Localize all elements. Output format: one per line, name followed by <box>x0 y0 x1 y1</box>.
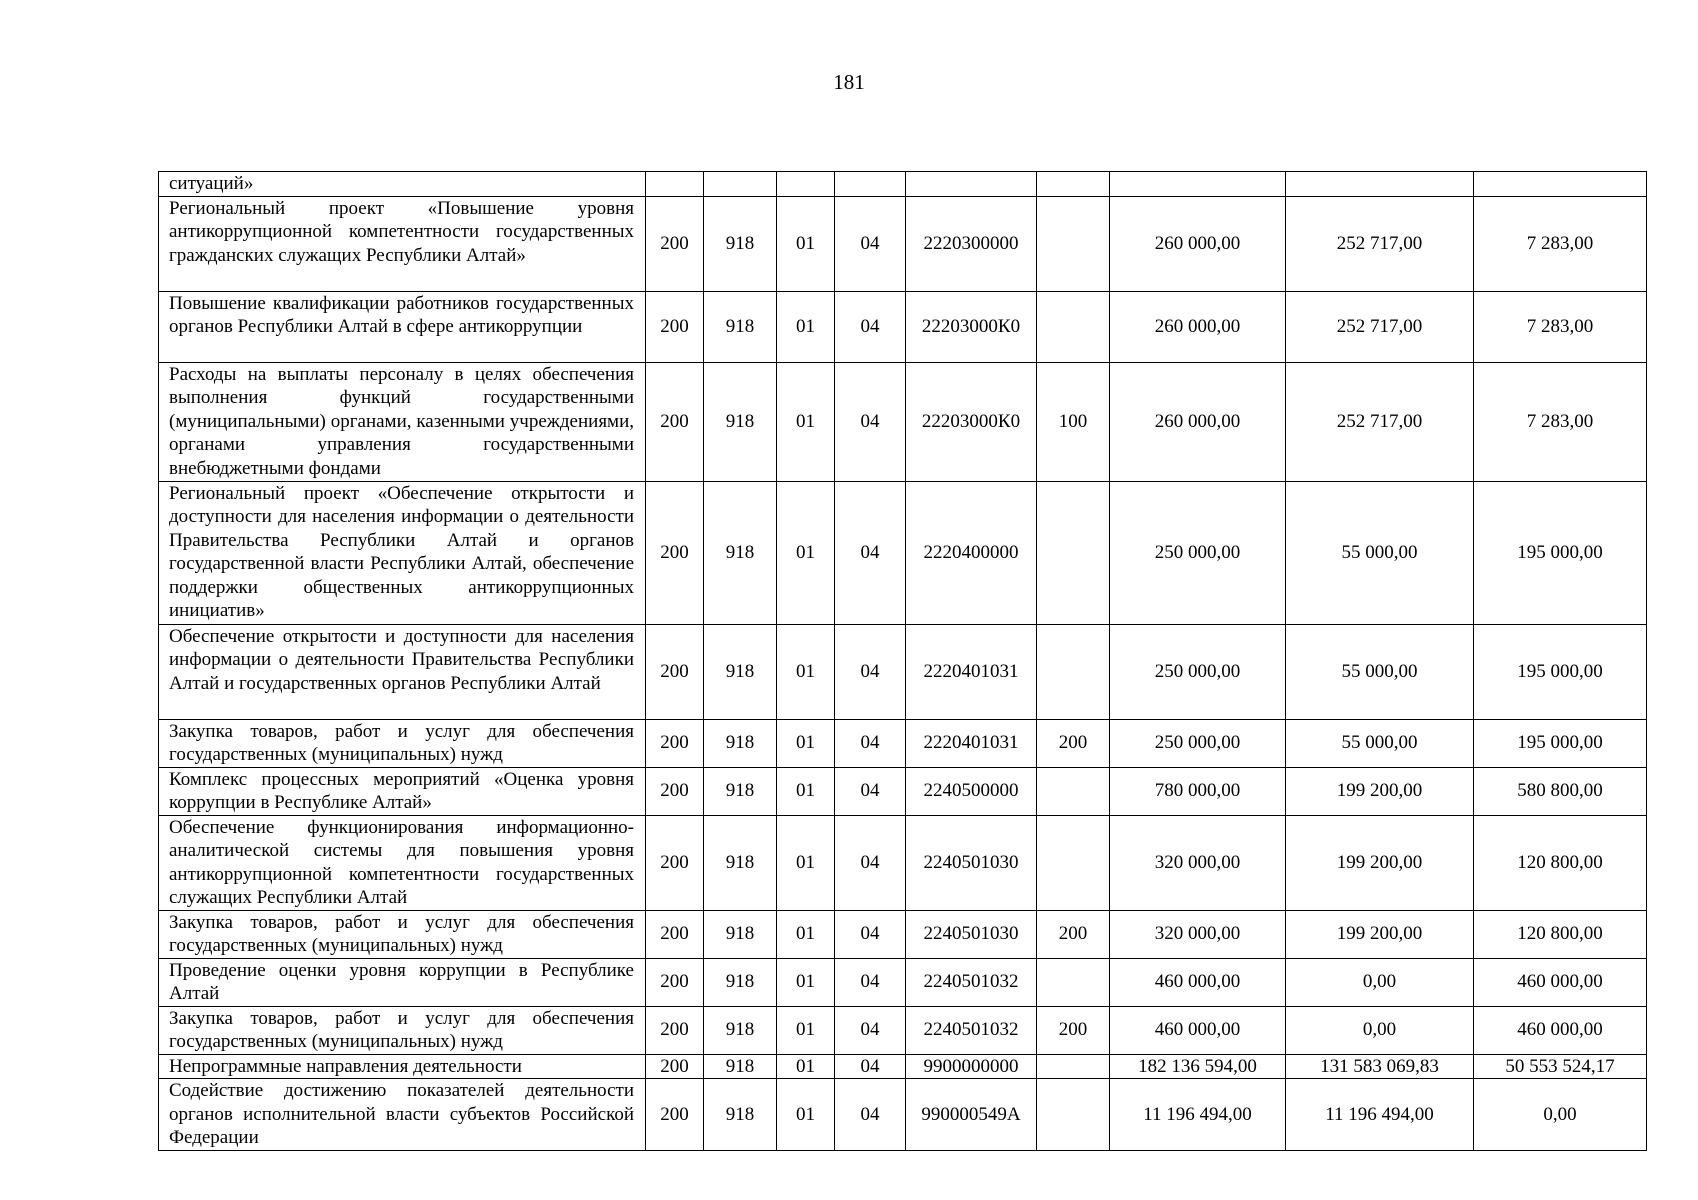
cell-amount-1: 320 000,00 <box>1110 910 1286 958</box>
cell-expense-type <box>1037 624 1110 719</box>
cell-target-article: 9900000000 <box>906 1054 1037 1079</box>
cell-col-918: 918 <box>704 624 777 719</box>
cell-col-200: 200 <box>646 1079 704 1151</box>
cell-subsection <box>835 172 906 197</box>
cell-expense-type: 200 <box>1037 1006 1110 1054</box>
cell-amount-2: 0,00 <box>1286 958 1474 1006</box>
cell-amount-3: 195 000,00 <box>1474 481 1647 624</box>
cell-col-200: 200 <box>646 767 704 815</box>
cell-amount-2: 0,00 <box>1286 1006 1474 1054</box>
cell-amount-1: 260 000,00 <box>1110 196 1286 291</box>
table-row <box>159 172 1647 197</box>
cell-amount-1: 320 000,00 <box>1110 815 1286 910</box>
cell-col-200: 200 <box>646 1006 704 1054</box>
row-description: Расходы на выплаты персоналу в целях обеспечения выполнения функций государственными (муниципальными) органами, казенными учреждениями, органами управления государственными внебюджетными фондами <box>159 362 646 481</box>
cell-expense-type: 100 <box>1037 362 1110 481</box>
cell-section: 01 <box>777 767 835 815</box>
cell-target-article <box>906 172 1037 197</box>
cell-section: 01 <box>777 624 835 719</box>
cell-amount-1: 11 196 494,00 <box>1110 1079 1286 1151</box>
cell-amount-2: 11 196 494,00 <box>1286 1079 1474 1151</box>
table-row <box>159 196 1647 291</box>
cell-amount-2: 131 583 069,83 <box>1286 1054 1474 1079</box>
row-description: Непрограммные направления деятельности <box>159 1054 646 1079</box>
cell-col-200: 200 <box>646 624 704 719</box>
cell-amount-3 <box>1474 172 1647 197</box>
cell-subsection: 04 <box>835 719 906 767</box>
cell-target-article: 2240501030 <box>906 910 1037 958</box>
cell-col-200: 200 <box>646 958 704 1006</box>
cell-amount-3: 580 800,00 <box>1474 767 1647 815</box>
cell-expense-type <box>1037 196 1110 291</box>
cell-col-200: 200 <box>646 719 704 767</box>
table-row <box>159 767 1647 815</box>
cell-amount-3: 7 283,00 <box>1474 291 1647 362</box>
cell-target-article: 990000549А <box>906 1079 1037 1151</box>
cell-amount-1 <box>1110 172 1286 197</box>
cell-section: 01 <box>777 481 835 624</box>
cell-amount-2 <box>1286 172 1474 197</box>
cell-col-200: 200 <box>646 291 704 362</box>
cell-subsection: 04 <box>835 624 906 719</box>
row-description: Проведение оценки уровня коррупции в Республике Алтай <box>159 958 646 1006</box>
cell-target-article: 2220400000 <box>906 481 1037 624</box>
cell-expense-type <box>1037 767 1110 815</box>
cell-subsection: 04 <box>835 362 906 481</box>
cell-amount-1: 250 000,00 <box>1110 719 1286 767</box>
cell-section: 01 <box>777 1006 835 1054</box>
cell-col-200: 200 <box>646 910 704 958</box>
cell-amount-2: 199 200,00 <box>1286 815 1474 910</box>
cell-amount-1: 780 000,00 <box>1110 767 1286 815</box>
cell-col-918: 918 <box>704 719 777 767</box>
cell-amount-3: 7 283,00 <box>1474 362 1647 481</box>
cell-subsection: 04 <box>835 291 906 362</box>
cell-target-article: 2240501030 <box>906 815 1037 910</box>
table-row <box>159 958 1647 1006</box>
row-description: ситуаций» <box>159 172 646 197</box>
table-row <box>159 481 1647 624</box>
cell-section: 01 <box>777 815 835 910</box>
cell-amount-3: 195 000,00 <box>1474 624 1647 719</box>
cell-amount-3: 195 000,00 <box>1474 719 1647 767</box>
budget-table-body <box>159 172 1647 1151</box>
cell-expense-type: 200 <box>1037 719 1110 767</box>
cell-amount-3: 460 000,00 <box>1474 958 1647 1006</box>
cell-amount-2: 55 000,00 <box>1286 481 1474 624</box>
table-row <box>159 362 1647 481</box>
cell-col-200: 200 <box>646 481 704 624</box>
row-description: Закупка товаров, работ и услуг для обеспечения государственных (муниципальных) нужд <box>159 910 646 958</box>
cell-amount-1: 182 136 594,00 <box>1110 1054 1286 1079</box>
cell-amount-3: 460 000,00 <box>1474 1006 1647 1054</box>
cell-subsection: 04 <box>835 1006 906 1054</box>
cell-col-918: 918 <box>704 481 777 624</box>
cell-col-918 <box>704 172 777 197</box>
cell-col-918: 918 <box>704 362 777 481</box>
table-row <box>159 1079 1647 1151</box>
table-row <box>159 291 1647 362</box>
cell-subsection: 04 <box>835 958 906 1006</box>
cell-subsection: 04 <box>835 196 906 291</box>
cell-amount-2: 55 000,00 <box>1286 719 1474 767</box>
cell-section: 01 <box>777 958 835 1006</box>
cell-section: 01 <box>777 196 835 291</box>
row-description: Обеспечение функционирования информационно-аналитической системы для повышения уровня антикоррупционной компетентности государственных служащих Республики Алтай <box>159 815 646 910</box>
cell-amount-2: 55 000,00 <box>1286 624 1474 719</box>
cell-section: 01 <box>777 1054 835 1079</box>
cell-subsection: 04 <box>835 1054 906 1079</box>
cell-expense-type <box>1037 815 1110 910</box>
cell-subsection: 04 <box>835 481 906 624</box>
cell-col-918: 918 <box>704 910 777 958</box>
row-description: Закупка товаров, работ и услуг для обеспечения государственных (муниципальных) нужд <box>159 1006 646 1054</box>
table-row <box>159 1054 1647 1079</box>
cell-col-200: 200 <box>646 196 704 291</box>
cell-section: 01 <box>777 719 835 767</box>
cell-amount-2: 252 717,00 <box>1286 362 1474 481</box>
table-row <box>159 1006 1647 1054</box>
cell-amount-1: 260 000,00 <box>1110 362 1286 481</box>
row-description: Региональный проект «Повышение уровня антикоррупционной компетентности государственных гражданских служащих Республики Алтай» <box>159 196 646 291</box>
cell-expense-type <box>1037 291 1110 362</box>
cell-expense-type <box>1037 1054 1110 1079</box>
cell-section: 01 <box>777 362 835 481</box>
cell-target-article: 22203000К0 <box>906 291 1037 362</box>
cell-target-article: 2220401031 <box>906 624 1037 719</box>
cell-col-918: 918 <box>704 815 777 910</box>
cell-amount-3: 7 283,00 <box>1474 196 1647 291</box>
cell-amount-2: 199 200,00 <box>1286 910 1474 958</box>
cell-amount-1: 460 000,00 <box>1110 1006 1286 1054</box>
cell-target-article: 2240500000 <box>906 767 1037 815</box>
cell-col-918: 918 <box>704 291 777 362</box>
cell-section: 01 <box>777 291 835 362</box>
cell-col-200: 200 <box>646 362 704 481</box>
cell-target-article: 2240501032 <box>906 1006 1037 1054</box>
cell-col-200 <box>646 172 704 197</box>
table-row <box>159 719 1647 767</box>
cell-col-918: 918 <box>704 1006 777 1054</box>
cell-expense-type: 200 <box>1037 910 1110 958</box>
cell-expense-type <box>1037 481 1110 624</box>
cell-amount-2: 199 200,00 <box>1286 767 1474 815</box>
cell-expense-type <box>1037 172 1110 197</box>
cell-amount-1: 460 000,00 <box>1110 958 1286 1006</box>
page-number: 181 <box>833 70 865 94</box>
table-row <box>159 910 1647 958</box>
row-description: Обеспечение открытости и доступности для населения информации о деятельности Правительства Республики Алтай и государственных органов Республики Алтай <box>159 624 646 719</box>
cell-section: 01 <box>777 1079 835 1151</box>
cell-col-918: 918 <box>704 767 777 815</box>
cell-section: 01 <box>777 910 835 958</box>
cell-expense-type <box>1037 958 1110 1006</box>
cell-col-200: 200 <box>646 1054 704 1079</box>
cell-col-918: 918 <box>704 958 777 1006</box>
cell-subsection: 04 <box>835 767 906 815</box>
row-description: Закупка товаров, работ и услуг для обеспечения государственных (муниципальных) нужд <box>159 719 646 767</box>
cell-col-918: 918 <box>704 1079 777 1151</box>
cell-col-918: 918 <box>704 1054 777 1079</box>
cell-target-article: 2240501032 <box>906 958 1037 1006</box>
cell-subsection: 04 <box>835 1079 906 1151</box>
cell-expense-type <box>1037 1079 1110 1151</box>
table-row <box>159 624 1647 719</box>
cell-subsection: 04 <box>835 815 906 910</box>
cell-target-article: 2220300000 <box>906 196 1037 291</box>
row-description: Региональный проект «Обеспечение открытости и доступности для населения информации о деятельности Правительства Республики Алтай и органов государственной власти Республики Алтай, обеспечение поддержки общественных антикоррупционных инициатив» <box>159 481 646 624</box>
cell-amount-3: 50 553 524,17 <box>1474 1054 1647 1079</box>
row-description: Комплекс процессных мероприятий «Оценка уровня коррупции в Республике Алтай» <box>159 767 646 815</box>
row-description: Содействие достижению показателей деятельности органов исполнительной власти субъектов Российской Федерации <box>159 1079 646 1151</box>
cell-amount-3: 120 800,00 <box>1474 815 1647 910</box>
table-row <box>159 815 1647 910</box>
cell-target-article: 22203000К0 <box>906 362 1037 481</box>
cell-amount-1: 260 000,00 <box>1110 291 1286 362</box>
budget-table <box>158 171 1647 1151</box>
cell-amount-2: 252 717,00 <box>1286 196 1474 291</box>
cell-col-200: 200 <box>646 815 704 910</box>
cell-amount-1: 250 000,00 <box>1110 624 1286 719</box>
cell-subsection: 04 <box>835 910 906 958</box>
cell-target-article: 2220401031 <box>906 719 1037 767</box>
cell-amount-3: 120 800,00 <box>1474 910 1647 958</box>
cell-amount-3: 0,00 <box>1474 1079 1647 1151</box>
cell-col-918: 918 <box>704 196 777 291</box>
row-description: Повышение квалификации работников государственных органов Республики Алтай в сфере антикоррупции <box>159 291 646 362</box>
cell-section <box>777 172 835 197</box>
cell-amount-2: 252 717,00 <box>1286 291 1474 362</box>
cell-amount-1: 250 000,00 <box>1110 481 1286 624</box>
